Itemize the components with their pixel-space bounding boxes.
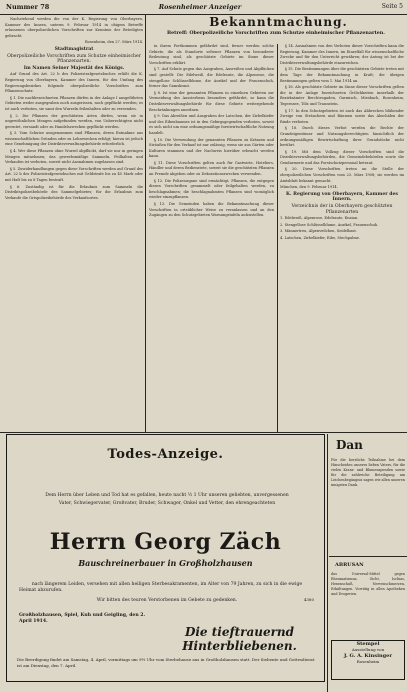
stamp-ad-place: Rosenheim — [356, 659, 380, 664]
ad-reference-number: 4380 — [303, 597, 314, 602]
paper-name: Rosenheimer Anzeiger — [158, 3, 242, 11]
obituary-title: Todes-Anzeige. — [107, 447, 224, 462]
office-heading: Stadtmagistrat — [54, 46, 94, 52]
deceased-occupation: Bauschreinerbauer in Großholzhausen — [78, 558, 253, 568]
obituary-text: Heimat abzurufen. — [19, 588, 63, 593]
left-column — [5, 17, 143, 430]
announcement-authority: K. Regierung von Oberbayern, Kammer des Innern. — [285, 191, 399, 203]
announcement-paragraph: § 16. Als geschützte Gebiete im Sinne dieser Vorschriften gelten die in der Anlage bezeichneten Örtlichkeiten innerhalb der Bezirksämter Berchtesgaden, Garmisch, Miesbach, Rosenheim, Tegernsee, Tölz und Traunstein. — [280, 85, 404, 106]
deceased-name: Herrn Georg Zäch — [49, 529, 282, 555]
announcement-paragraph: § 7. Auf Schutz gegen das Ausgraben, Ausreißen und Abpflücken sind gestellt: Die Edelweiß, die Edelraute, die Alpenrose, die stengellose Schlüsselblume, die Aurikel und der Frauenschuh, ferner das Gamskraut. — [149, 67, 274, 89]
abrusan-ad-title: ABRUSAN — [335, 562, 364, 568]
stamp-ad-line: Ausstellung von — [351, 647, 385, 652]
body-paragraph: Auf Grund des Art. 22 b des Polizeistrafgesetzbuches erläßt die K. Regierung von Oberbayern, Kammer des Innern, für den Umfang des Regierungsbezirkes folgende oberpolizeiliche Vorschriften zum Pflanzenschutz: — [5, 72, 143, 94]
announcement-paragraph: § 20. Diese Vorschriften treten an die Stelle der oberpolizeilichen Vorschriften vom 23. März 1908; sie werden im Amtsblatt bekannt gemacht. — [280, 167, 404, 183]
date-paragraph: Rosenheim, den 27. März 1914. — [84, 40, 143, 45]
body-paragraph: § 4. Wer diese Pflanzen ohne Wurzel abpflückt, darf sie nur in geringen Mengen mitnehmen; das gewerbsmäßige Sammeln, Feilhalten und Verkaufen ist verboten, soweit nicht Ausnahmen zugelassen sind. — [5, 149, 143, 165]
body-paragraph: § 6. Zuständig ist für die Erlaubnis zum Sammeln die Distriktspolizeibehörde des Sammelgebietes; für die Erlaubnis zum Verkaufe die Ortspolizeibehörde des Verkaufsortes. — [5, 184, 143, 200]
mourners-signature: Die tieftrauernd Hinterbliebenen. — [182, 625, 297, 653]
body-paragraph: § 3. Vom Schutze ausgenommen sind Pflanzen, deren Entnahme aus wissenschaftlichen Gründen oder zu Lehrzwecken erfolgt; hierzu ist jedoch eine Genehmigung der Distriktsverwaltungsbehörde erforderlich. — [5, 131, 143, 147]
plant-list-item: 2. Stengellose Schlüsselblume, Aurikel, Frauenschuh. — [280, 222, 379, 227]
announcement-paragraph: § 10. Die Verwendung der genannten Pflanzen zu Kränzen und Sträußen für den Verkauf ist nur zulässig, wenn sie aus Gärten oder Kulturen stammen und der Nachweis hierüber erbracht werden kann. — [149, 137, 274, 159]
obituary-text: nach längerem Leiden, versehen mit allen heiligen Sterbesakramenten, im Alter von 79 Jahren, zu sich in die ewige — [31, 582, 303, 587]
plant-list-item: 3. Männertreu, Alpenveilchen, Seidelbast. — [280, 229, 357, 234]
intro-paragraph: Nachstehend werden die von der K. Regierung von Oberbayern, Kammer des Innern, unterm 9. Februar 1914 in obigem Betreffe erlassenen oberpolizeilichen Vorschriften zur Kenntnis der Beteiligten gebracht. — [5, 17, 143, 38]
thanks-ad-title: Dan — [336, 438, 363, 452]
announcement-column-1 — [149, 44, 274, 430]
announcement-paragraph: § 17. In den Schutzgebieten ist auch das Abbrechen blühender Zweige von Sträuchern und Bäumen sowie das Abschälen der Rinde verboten. — [280, 108, 404, 124]
stamp-ad — [331, 640, 405, 680]
body-paragraph: § 1. Die nachbezeichneten Pflanzen dürfen in der Anlage I ausgeführten Gebieten weder ausgegraben noch ausgerissen, noch gepflückt werden; es ist auch verboten, sie samt den Wurzeln feilzuhalten oder zu versenden. — [5, 95, 143, 111]
issue-number: Nummer 78 — [6, 3, 50, 11]
regulation-heading: Oberpolizeiliche Vorschriften zum Schutze einheimischer Pflanzenarten. — [7, 53, 141, 65]
king-heading: Im Namen Seiner Majestät des Königs. — [23, 65, 125, 71]
body-paragraph: § 5. Zuwiderhandlungen gegen diese Vorschriften werden auf Grund des Art. 22 b des Polizeistrafgesetzbuches mit Geldstrafe bis zu 45 Mark oder mit Haft bis zu 8 Tagen bestraft. — [5, 166, 143, 183]
announcement-paragraph: § 15. Die Bestimmungen über die geschützten Gebiete treten mit dem Tage der Bekanntmachung in Kraft; die übrigen Bestimmungen gelten vom 1. Mai 1914 an. — [280, 67, 404, 83]
page-header — [0, 0, 407, 15]
ad-divider — [329, 556, 407, 557]
page-number: Seite 5 — [381, 3, 403, 10]
obituary-intro: Vater, Schwiegervater, Großvater, Bruder, Schwager, Onkel und Vetter, den ehrengeachteten — [58, 501, 276, 506]
column-divider — [277, 44, 278, 433]
plant-list-item: 1. Edelweiß, Alpenrose, Edelraute, Enzian. — [280, 216, 359, 221]
announcement-paragraph: § 13. Die Gemeinden haben die Bekanntmachung dieser Vorschriften in ortsüblicher Weise zu veranlassen und an den Zugängen zu den Schutzgebieten Warnungstafeln aufzustellen. — [149, 202, 274, 218]
body-paragraph: § 2. Die Pflanzen der geschützten Arten dürfen, wenn sie in ungewöhnlichen Mengen aufgefunden werden, von Unberechtigten nicht geerntet, versandt oder zu Handelszwecken gepflückt werden. — [5, 113, 143, 129]
announcement-subject: Betreff: Oberpolizeiliche Vorschriften zum Schutze einheimischer Pflanzenarten. — [167, 30, 385, 36]
announcement-column-2 — [280, 44, 404, 430]
column-divider — [327, 434, 328, 692]
announcement-paragraph: § 9. Das Abreißen und Ausgraben der Latschen, der Zirbelkiefer und des Eibenbaumes ist in den Gebirgsgegenden verboten, soweit es sich nicht um eine ordnungsmäßige forstwirtschaftliche Nutzung handelt. — [149, 114, 274, 135]
announcement-title: Bekanntmachung. — [209, 15, 348, 29]
stamp-ad-name: J. G. A. Kinsinger — [344, 653, 392, 659]
place-date: Großholzhausen, Spiel, Kuh und Geigling, den 2. April 1914. — [19, 613, 146, 624]
obituary-intro: Dem Herrn über Leben und Tod hat es gefallen, heute nacht ½ 1 Uhr unseren geliebten, unvergessenen — [45, 493, 289, 498]
announcement-paragraph: § 18. Durch dieses Verbot werden die Rechte der Grundeigentümer und Nutzungsberechtigten hinsichtlich der ordnungsmäßigen Bewirtschaftung ihrer Grundstücke nicht berührt. — [280, 126, 404, 148]
obituary-notice — [6, 434, 325, 682]
plant-list-heading: Verzeichnis der in Oberbayern geschützten Pflanzenarten — [291, 204, 393, 215]
announcement-paragraph: § 11. Diese Vorschriften gelten auch für Gastwirte, Hoteliers, Händler und deren Bedienstete, soweit sie die geschützten Pflanzen an Fremde abgeben oder zu Dekorationszwecken verwenden. — [149, 160, 274, 177]
abrusan-ad-text: das Universal-Mittel gegen Rheumatismus, Gicht, Ischias, Hexenschuß, Nervenschmerzen, Erkältungen. Vorrätig in allen Apotheken und Drogerien. — [331, 572, 405, 596]
announcement-paragraph: in ihrem Fortkommen gefährdet sind, ferner werden solche Gebiete, die als Standorte seltener Pflanzen von besonderer Bedeutung sind, als geschützte Gebiete im Sinne dieser Vorschriften erklärt. — [149, 44, 274, 65]
announcement-paragraph: § 8. Ist eine der genannten Pflanzen in einzelnen Gebieten zur Vermeidung des Aussterbens besonders gefährdet, so kann die Distriktsverwaltungsbehörde für diese Gebiete weitergehende Beschränkungen anordnen. — [149, 90, 274, 112]
plant-list-item: 4. Latschen, Zirbelkiefer, Eibe, Stechpalme. — [280, 236, 361, 240]
announcement-paragraph: § 19. Mit dem Vollzug dieser Vorschriften sind die Distriktsverwaltungsbehörden, die Gemeindebehörden sowie die Gendarmerie und das Forstschutzpersonal betraut. — [280, 149, 404, 165]
announcement-paragraph: § 14. Ausnahmen von den Verboten dieser Vorschriften kann die Regierung, Kammer des Innern, im Einzelfall für wissenschaftliche Zwecke und für den Unterricht gewähren; der Antrag ist bei der Distriktsverwaltungsbehörde einzureichen. — [280, 44, 404, 65]
announcement-date: München, den 9. Februar 1914. — [280, 185, 338, 190]
column-divider — [145, 15, 146, 433]
prayer-request: Wir bitten des teuren Verstorbenen im Gebete zu gedenken. — [96, 598, 238, 603]
section-divider — [0, 432, 407, 433]
stamp-ad-head: Stempel — [356, 641, 380, 647]
funeral-info: Die Beerdigung findet am Samstag, 4. April, vormittags um 9½ Uhr vom Sterbehause aus in Großholzhausen statt. Der Siebente und Gottesdienst ist am Dienstag, den 7. April. — [17, 657, 315, 668]
thanks-ad-text: Für die herzliche Teilnahme bei dem Hinscheiden unseres lieben Vaters, für die vielen Kranz- und Blumenspenden sowie für die zahlreiche Beteiligung am Leichenbegängnis sagen wir allen unseren innigsten Dank. — [331, 458, 405, 487]
announcement-paragraph: § 12. Die Polizeiorgane sind ermächtigt, Pflanzen, die entgegen diesen Vorschriften gesammelt oder feilgehalten werden, zu beschlagnahmen; die beschlagnahmten Pflanzen sind womöglich wieder einzupflanzen. — [149, 178, 274, 200]
